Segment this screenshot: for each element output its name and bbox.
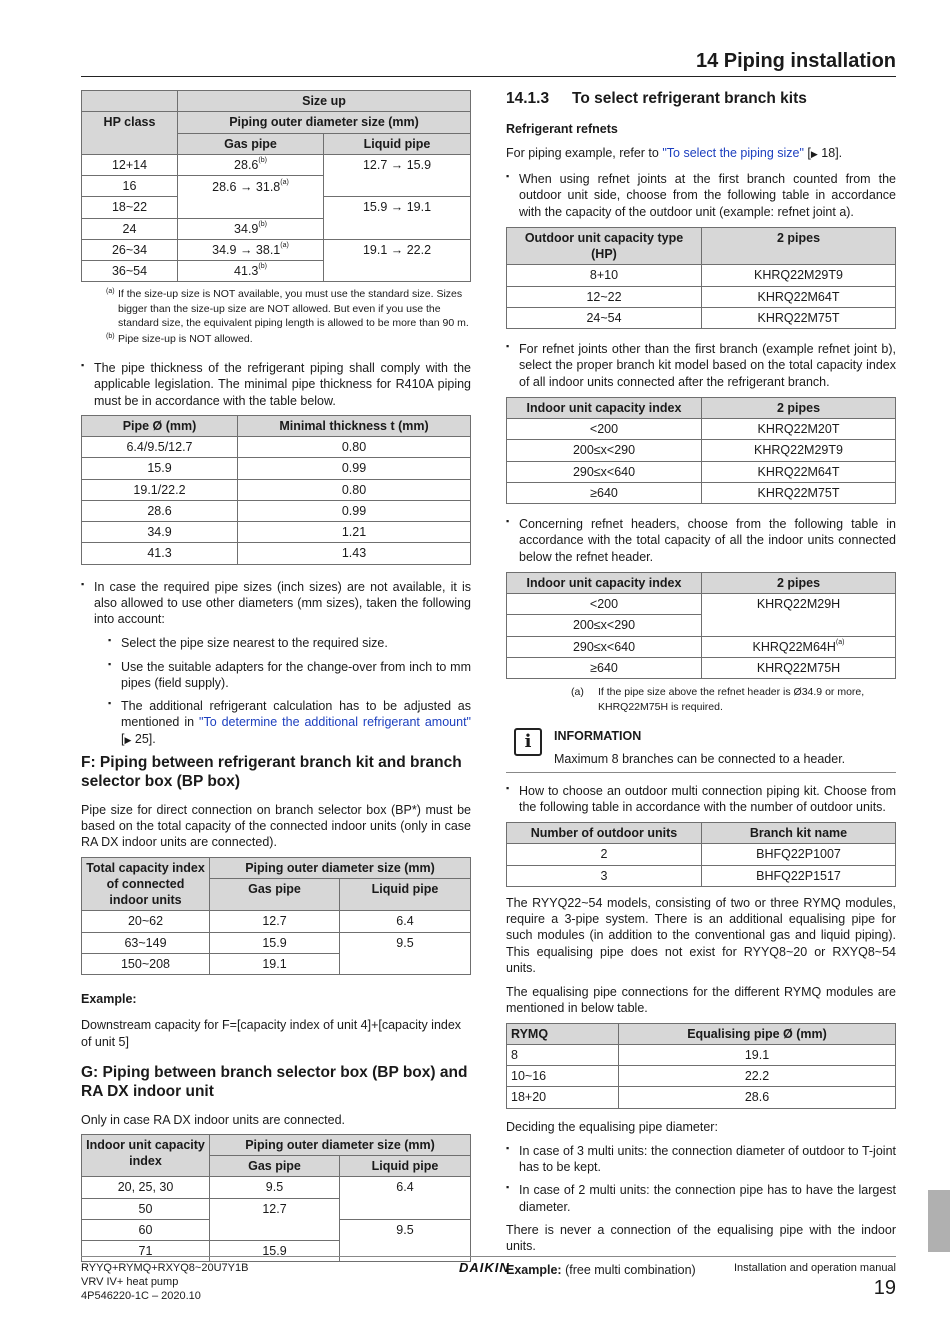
- table-row: 6.4/9.5/12.7 0.80: [82, 437, 471, 458]
- info-icon: i: [514, 728, 542, 756]
- daikin-logo: DAIKIN: [459, 1260, 510, 1275]
- sub-bullet: ▪ Select the pipe size nearest to the required size.: [108, 635, 471, 651]
- link-additional-refrigerant[interactable]: "To determine the additional refrigerant amount": [199, 715, 471, 730]
- table-row: 8+10 KHRQ22M29T9: [507, 265, 896, 286]
- table-row: <200 KHRQ22M20T: [507, 419, 896, 440]
- link-select-piping-size[interactable]: "To select the piping size": [662, 145, 804, 160]
- footnote-b: (b) Pipe size-up is NOT allowed.: [106, 332, 253, 345]
- table-row: 18~22 15.9 → 19.1: [82, 197, 471, 218]
- table-row: 290≤x<640 KHRQ22M64T: [507, 461, 896, 482]
- table-row: 36~54 41.3$^{(b)}$: [82, 261, 471, 282]
- sub-bullet: ▪ The additional refrigerant calculation has to be adjusted as mentioned in "To determine the additional refrigerant amount" [▶ 25].: [108, 698, 471, 747]
- table-row: 63~149 15.9 9.5: [82, 932, 471, 953]
- table-row: 200≤x<290: [507, 615, 896, 636]
- liquid-header: Liquid pipe: [324, 133, 471, 154]
- table-row: 18+20 28.6: [507, 1087, 896, 1108]
- information-box: [506, 728, 896, 773]
- table-row: 20~62 12.7 6.4: [82, 911, 471, 932]
- table-row: 290≤x<640 $KHRQ22M64H^{(a)}$: [507, 636, 896, 657]
- header-footnote: (a) If the pipe size above the refnet header is Ø34.9 or more, KHRQ22M75H is required.: [571, 686, 865, 713]
- sub-bullet: ▪ Use the suitable adapters for the change-over from inch to mm pipes (field supply).: [108, 659, 471, 692]
- section-heading: 14.1.3 To select refrigerant branch kits: [506, 90, 807, 107]
- hpclass-header: HP class: [82, 112, 178, 155]
- bullet-multi-connection: ▪ How to choose an outdoor multi connection piping kit. Choose from the following table in accordance with the number of outdoor units.: [506, 783, 896, 816]
- table-row: 15.9 0.99: [82, 458, 471, 479]
- sizeup-header: Size up: [178, 91, 471, 112]
- footer-right: Installation and operation manual 19: [733, 1262, 896, 1299]
- heading-f: F: Piping between refrigerant branch kit and branch selector box (BP box): [81, 753, 462, 790]
- sizeup-table: [81, 90, 471, 282]
- f-table: Total capacity index of connected indoor units Piping outer diameter size (mm) Gas pipe Liquid pipe 20~62 12.7 6.4 63~149 15.9 9.5 150~208 19.1: [81, 857, 471, 976]
- table-row: 200≤x<290 KHRQ22M29T9: [507, 440, 896, 461]
- table-row: ≥640 KHRQ22M75T: [507, 482, 896, 503]
- info-title: INFORMATION: [554, 729, 642, 744]
- para-example-free: Example: (free multi combination): [506, 1263, 696, 1278]
- equalising-table: RYMQ Equalising pipe Ø (mm) 8 19.1 10~16 22.2 18+20 28.6: [506, 1023, 896, 1109]
- page-header: [81, 48, 896, 77]
- bullet-other-branch: ▪ For refnet joints other than the first branch (example refnet joint b), select the proper branch kit model based on the total capacity index of all indoor units connected after the refrigerant branch.: [506, 341, 896, 390]
- footnote-a: (a) If the size-up size is NOT available, you must use the standard size. Sizes bigger than the size-up size are NOT allowed. But even if you use the standard size, the equivalent piping length is allowed to be more than 90 m.: [106, 288, 469, 330]
- page-ref-arrow-icon: ▶: [124, 734, 132, 745]
- chapter-title: 14 Piping installation: [695, 50, 896, 72]
- para-deciding: Deciding the equalising pipe diameter:: [506, 1119, 718, 1134]
- para-never: There is never a connection of the equalising pipe with the indoor units.: [506, 1222, 896, 1254]
- outer-header: Piping outer diameter size (mm): [178, 112, 471, 133]
- right-column: [506, 90, 896, 1279]
- para-example: Downstream capacity for F=[capacity index of unit 4]+[capacity index of unit 5]: [81, 1018, 462, 1049]
- table-row: 150~208 19.1: [82, 953, 471, 974]
- table-row: 2 BHFQ22P1007: [507, 844, 896, 865]
- bullet-first-branch: ▪ When using refnet joints at the first branch counted from the outdoor unit side, choose from the following table in accordance with the capacity of the outdoor unit (example: refnet joint a).: [506, 171, 896, 220]
- table-row: 12+14 28.6$^{(b)}$ 12.7 → 15.9: [82, 154, 471, 175]
- bullet-inch: ▪ In case the required pipe sizes (inch sizes) are not available, it is also allowed to use other diameters (mm sizes), taken the following into account: ▪ Select the pipe size nearest to the required size. ▪ Use the suitable adapters for the change-over from inch to mm pipes (field supply). ▪ The additional refrigerant calculation has to be adjusted as mentioned in "To determine the additional refrigerant amount" [▶ 25].: [81, 579, 471, 747]
- bullet-3-multi: ▪ In case of 3 multi units: the connection diameter of outdoor to T-joint has to be kept.: [506, 1143, 896, 1176]
- bullet-2-multi: ▪ In case of 2 multi units: the connection pipe has to have the largest diameter.: [506, 1182, 896, 1215]
- para-refer: For piping example, refer to "To select the piping size" [▶ 18].: [506, 145, 843, 160]
- table-row: <200 KHRQ22M29H: [507, 594, 896, 615]
- table-row: 34.9 1.21: [82, 522, 471, 543]
- bullet-refnet-headers: ▪ Concerning refnet headers, choose from the following table in accordance with the total capacity of all the indoor units connected below the refnet header.: [506, 516, 896, 565]
- table-row: 20, 25, 30 9.5 6.4: [82, 1177, 471, 1198]
- table-row: 24~54 KHRQ22M75T: [507, 307, 896, 328]
- table-row: 12~22 KHRQ22M64T: [507, 286, 896, 307]
- left-column: [81, 90, 471, 1262]
- g-table: Indoor unit capacity index Piping outer diameter size (mm) Gas pipe Liquid pipe 20, 25, 30 9.5 6.4 50 12.7 60 9.5 71 15.9: [81, 1134, 471, 1263]
- page-ref-arrow-icon: ▶: [810, 148, 818, 159]
- table-row: 60 9.5: [82, 1219, 471, 1240]
- table-row: 26~34 $34.9 \to 38.1^{(a)}$ 19.1 → 22.2: [82, 239, 471, 260]
- bullet-thickness: ▪ The pipe thickness of the refrigerant piping shall comply with the applicable legislation. The minimal pipe thickness for R410A piping must be in accordance with the table below.: [81, 360, 471, 409]
- table-row: 19.1/22.2 0.80: [82, 479, 471, 500]
- footer-model-info: RYYQ+RYMQ+RXYQ8~20U7Y1B VRV IV+ heat pump 4P546220-1C – 2020.10: [81, 1262, 249, 1302]
- table-row: 8 19.1: [507, 1044, 896, 1065]
- table-row: 3 BHFQ22P1517: [507, 865, 896, 886]
- subheading-refnets: Refrigerant refnets: [506, 121, 618, 136]
- table-row: 71 15.9: [82, 1241, 471, 1262]
- example-label: Example:: [81, 992, 137, 1006]
- table-row: 16 $28.6 \to 31.8^{(a)}$: [82, 176, 471, 197]
- page-number: 19: [873, 1276, 896, 1299]
- table-row: 50 12.7: [82, 1198, 471, 1219]
- para-f: Pipe size for direct connection on branch selector box (BP*) must be based on the total capacity of the connected indoor units (only in case RA DX indoor units are connected).: [81, 802, 471, 850]
- header-table: Indoor unit capacity index 2 pipes <200 KHRQ22M29H 200≤x<290 290≤x<640 $KHRQ22M64H^{(a)}$ ≥640 KHRQ22M75H: [506, 572, 896, 679]
- outdoor-refnet-table: Outdoor unit capacity type (HP) 2 pipes 8+10 KHRQ22M29T9 12~22 KHRQ22M64T 24~54 KHRQ22M75T: [506, 227, 896, 329]
- indoor-refnet-table: Indoor unit capacity index 2 pipes <200 KHRQ22M20T 200≤x<290 KHRQ22M29T9 290≤x<640 KHRQ22M64T ≥640 KHRQ22M75T: [506, 397, 896, 504]
- branch-kit-table: Number of outdoor units Branch kit name 2 BHFQ22P1007 3 BHFQ22P1517: [506, 822, 896, 887]
- para-equalising: The equalising pipe connections for the different RYMQ modules are mentioned in below table.: [506, 985, 896, 1016]
- table-row: 10~16 22.2: [507, 1066, 896, 1087]
- table-row: 28.6 0.99: [82, 500, 471, 521]
- table-row: 41.3 1.43: [82, 543, 471, 564]
- info-body: Maximum 8 branches can be connected to a header.: [554, 752, 846, 767]
- heading-g: G: Piping between branch selector box (BP box) and RA DX indoor unit: [81, 1063, 468, 1100]
- table-row: ≥640 KHRQ22M75H: [507, 657, 896, 678]
- table-row: 24 34.9$^{(b)}$: [82, 218, 471, 239]
- para-g: Only in case RA DX indoor units are connected.: [81, 1112, 346, 1127]
- para-ryyq: The RYYQ22~54 models, consisting of two or three RYMQ modules, require a 3-pipe system. There is an additional equalising pipe for such modules (in addition to the conventional gas and liquid piping). This equalising pipe does not exist for RYYQ8~20 or RXYQ8~54 units.: [506, 895, 896, 975]
- chapter-tab-marker: [928, 1190, 950, 1252]
- gas-header: Gas pipe: [178, 133, 324, 154]
- thickness-table: Pipe Ø (mm) Minimal thickness t (mm) 6.4/9.5/12.7 0.80 15.9 0.99 19.1/22.2 0.80 28.6 0.99 34.9 1.21 41.3 1.43: [81, 415, 471, 565]
